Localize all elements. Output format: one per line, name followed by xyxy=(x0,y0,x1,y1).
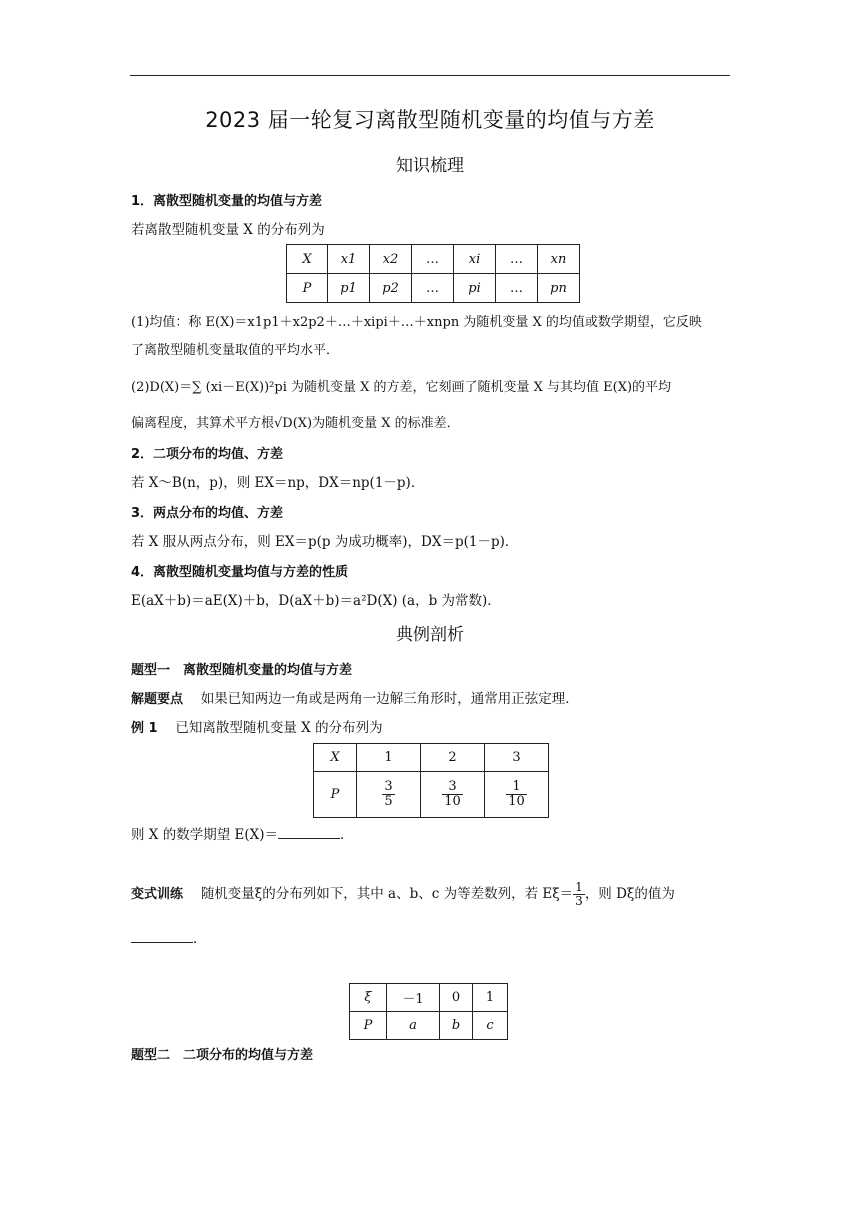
answer-blank[interactable] xyxy=(131,930,193,943)
k4-text: E(aX＋b)＝aE(X)＋b，D(aX＋b)＝a²D(X) (a，b 为常数)． xyxy=(131,593,501,609)
variant-cell: －1 xyxy=(387,984,440,1012)
variant-cell: a xyxy=(387,1012,440,1040)
example1-intro xyxy=(131,716,383,736)
k1-mean-line2: 了离散型随机变量取值的平均水平． xyxy=(131,343,340,358)
example1-question: 则 X 的数学期望 E(X)＝ ． xyxy=(131,827,354,843)
document-title: 2023 届一轮复习离散型随机变量的均值与方差 xyxy=(205,108,655,132)
ex1-cell: X xyxy=(314,744,357,772)
k1-cell: x2 xyxy=(370,245,412,274)
k1-cell: … xyxy=(412,245,454,274)
k1-variance-line2: 偏离程度，其算术平方根√D(X)为随机变量 X 的标准差． xyxy=(131,416,460,431)
fraction: $\frac{1}{10}$ xyxy=(508,778,525,809)
fraction: $\frac{3}{5}$ xyxy=(384,778,393,809)
variant-label: 变式训练 xyxy=(131,887,184,903)
ex1-cell: 3 xyxy=(485,744,549,772)
variant-cell: c xyxy=(473,1012,508,1040)
k1-heading: 1．离散型随机变量的均值与方差 xyxy=(131,194,323,209)
ex1-cell xyxy=(421,772,485,818)
k1-cell: pn xyxy=(538,274,580,303)
ex1-cell: P xyxy=(314,772,357,818)
variant-text: 变式训练 随机变量ξ的分布列如下，其中 a、b、c 为等差数列，若 Eξ＝ $\frac{1}{3}$ ，则 Dξ的值为 xyxy=(131,880,675,909)
variant-cell: b xyxy=(440,1012,473,1040)
variant-cell: 1 xyxy=(473,984,508,1012)
k1-cell: xi xyxy=(454,245,496,274)
k1-cell: x1 xyxy=(328,245,370,274)
k1-cell: … xyxy=(496,274,538,303)
variant-blank-line: ． xyxy=(131,927,207,947)
type1-tip xyxy=(131,687,579,707)
variant-cell: 0 xyxy=(440,984,473,1012)
answer-blank[interactable] xyxy=(278,826,340,839)
section-heading-knowledge: 知识梳理 xyxy=(396,156,464,176)
example1-label: 例 1 xyxy=(131,721,158,736)
k1-cell: … xyxy=(412,274,454,303)
k4-heading: 4．离散型随机变量均值与方差的性质 xyxy=(131,565,349,580)
example1-text: 已知离散型随机变量 X 的分布列为 xyxy=(175,720,383,736)
tip-label: 解题要点 xyxy=(131,692,184,707)
example1-table xyxy=(313,743,549,818)
k1-variance-line1: (2)D(X)＝∑ (xi－E(X))²pi 为随机变量 X 的方差，它刻画了随机变量 X 与其均值 E(X)的平均 xyxy=(131,380,672,395)
type2-heading: 题型二 二项分布的均值与方差 xyxy=(131,1048,314,1063)
k3-text: 若 X 服从两点分布，则 EX＝p(p 为成功概率)，DX＝p(1－p)． xyxy=(131,534,519,550)
tip-text: 如果已知两边一角或是两角一边解三角形时，通常用正弦定理． xyxy=(200,691,579,707)
k1-cell: X xyxy=(287,245,328,274)
k1-intro: 若离散型随机变量 X 的分布列为 xyxy=(131,222,325,238)
k3-heading: 3．两点分布的均值、方差 xyxy=(131,506,284,521)
variant-table xyxy=(349,983,508,1040)
type1-heading: 题型一 离散型随机变量的均值与方差 xyxy=(131,663,353,678)
k1-mean-line1: (1)均值：称 E(X)＝x1p1＋x2p2＋…＋xipi＋…＋xnpn 为随机变量 X 的均值或数学期望，它反映 xyxy=(131,315,702,330)
k1-cell: p1 xyxy=(328,274,370,303)
k1-cell: xn xyxy=(538,245,580,274)
variant-cell: ξ xyxy=(350,984,387,1012)
k1-cell: pi xyxy=(454,274,496,303)
k1-cell: P xyxy=(287,274,328,303)
k2-text: 若 X～B(n，p)，则 EX＝np，DX＝np(1－p)． xyxy=(131,475,425,491)
k1-distribution-table xyxy=(286,244,580,303)
ex1-cell xyxy=(485,772,549,818)
variant-cell: P xyxy=(350,1012,387,1040)
ex1-cell: 1 xyxy=(357,744,421,772)
fraction: $\frac{3}{10}$ xyxy=(444,778,461,809)
section-heading-examples: 典例剖析 xyxy=(396,625,464,645)
ex1-cell xyxy=(357,772,421,818)
fraction: $\frac{1}{3}$ xyxy=(575,880,583,909)
header-rule xyxy=(130,75,730,76)
ex1-cell: 2 xyxy=(421,744,485,772)
k1-cell: p2 xyxy=(370,274,412,303)
k2-heading: 2．二项分布的均值、方差 xyxy=(131,447,284,462)
k1-cell: … xyxy=(496,245,538,274)
